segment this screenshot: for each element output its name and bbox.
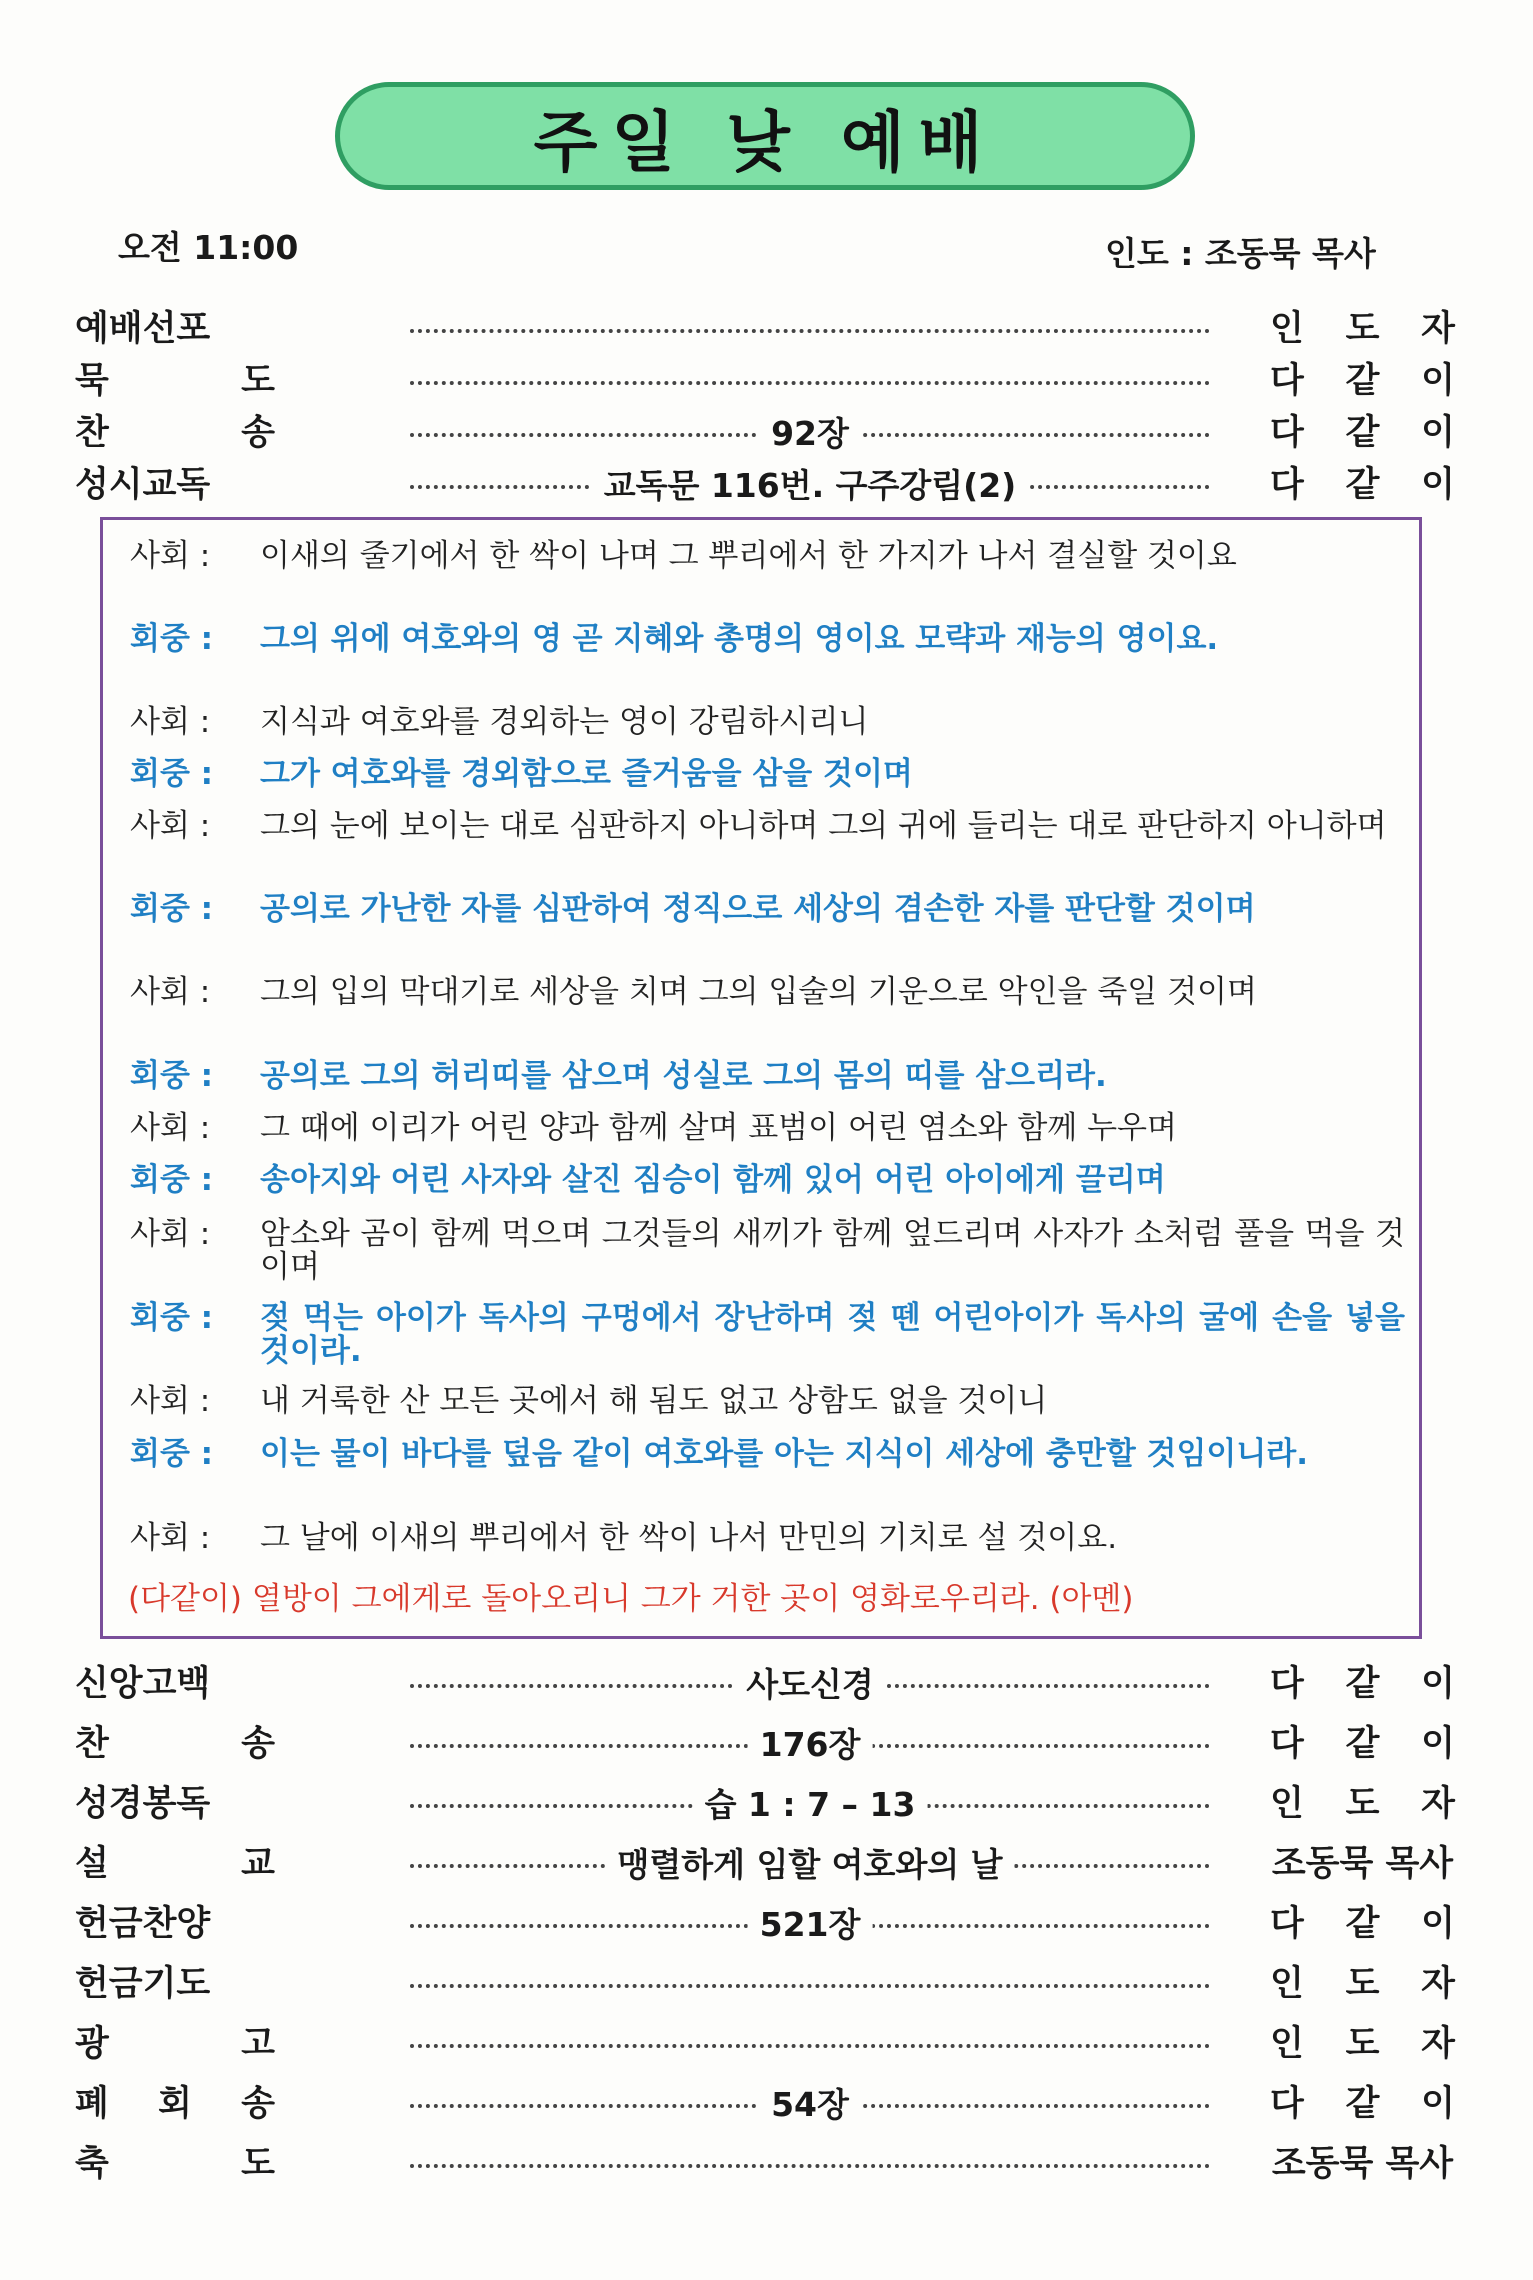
order-label: 폐 회 송: [75, 2084, 275, 2124]
reading-text: 그의 눈에 보이는 대로 심판하지 아니하며 그의 귀에 들리는 대로 판단하지 아니하며: [260, 808, 1387, 844]
reading-line: [130, 1218, 1405, 1284]
reading-text: 그 때에 이리가 어린 양과 함께 살며 표범이 어린 염소와 함께 누우며: [260, 1110, 1177, 1146]
order-who: 인 도 자: [1270, 2024, 1455, 2064]
order-content: 맹렬하게 임할 여호와의 날: [605, 1839, 1014, 1886]
amen-line: (다같이) 열방이 그에게로 돌아오리니 그가 거한 곳이 영화로우리라. (아멘): [128, 1581, 1134, 1617]
reading-speaker: 사회 :: [130, 1110, 211, 1146]
reading-line: [130, 1522, 1405, 1555]
reading-speaker: 회중 :: [130, 756, 214, 792]
reading-speaker: 사회 :: [130, 1520, 211, 1556]
reading-text: 내 거룩한 산 모든 곳에서 해 됨도 없고 상함도 없을 것이니: [260, 1383, 1048, 1419]
reading-text: 젖 먹는 아이가 독사의 구멍에서 장난하며 젖 뗀 어린아이가 독사의 굴에 손을 넣을 것이라.: [260, 1300, 1405, 1369]
dot-leader: [410, 381, 1210, 385]
reading-speaker: 사회 :: [130, 538, 211, 574]
reading-text: 이새의 줄기에서 한 싹이 나며 그 뿌리에서 한 가지가 나서 결실할 것이요: [260, 538, 1237, 574]
order-who: 다 같 이: [1270, 413, 1455, 453]
dot-leader: [410, 2164, 1210, 2168]
order-row: [75, 2015, 1455, 2067]
reading-speaker: 사회 :: [130, 974, 211, 1010]
reading-line: [130, 540, 1405, 573]
reading-speaker: 사회 :: [130, 1383, 211, 1419]
order-row: [75, 1715, 1455, 1767]
order-label: 예배선포: [75, 309, 211, 349]
order-row: [75, 1895, 1455, 1947]
reading-text: 공의로 그의 허리띠를 삼으며 성실로 그의 몸의 띠를 삼으리라.: [260, 1058, 1107, 1094]
order-row: [75, 1835, 1455, 1887]
order-row: [75, 1655, 1455, 1707]
order-who: 인 도 자: [1270, 309, 1455, 349]
order-content: 176장: [748, 1719, 873, 1766]
order-who: 다 같 이: [1270, 1904, 1455, 1944]
order-label: 묵 도: [75, 361, 275, 401]
order-who: 인 도 자: [1270, 1784, 1455, 1824]
order-label: 광 고: [75, 2024, 275, 2064]
order-row: [75, 456, 1455, 508]
reading-line: [130, 1385, 1405, 1418]
order-row: [75, 1955, 1455, 2007]
order-who: 다 같 이: [1270, 465, 1455, 505]
reading-text: 공의로 가난한 자를 심판하여 정직으로 세상의 겸손한 자를 판단할 것이며: [260, 891, 1256, 927]
order-content: 54장: [759, 2079, 861, 2126]
order-row: [75, 1775, 1455, 1827]
dot-leader: [410, 1984, 1210, 1988]
order-label: 성경봉독: [75, 1784, 211, 1824]
reading-speaker: 회중 :: [130, 1058, 214, 1094]
order-who: 조동묵 목사: [1271, 1844, 1454, 1884]
dot-leader: [410, 2044, 1210, 2048]
order-who: 조동묵 목사: [1271, 2144, 1454, 2184]
title-banner: [335, 82, 1195, 190]
order-label: 헌금찬양: [75, 1904, 211, 1944]
order-row: [75, 352, 1455, 404]
reading-speaker: 회중 :: [130, 1162, 214, 1198]
reading-line: [130, 758, 1405, 791]
order-label: 축 도: [75, 2144, 275, 2184]
order-label: 헌금기도: [75, 1964, 211, 2004]
reading-speaker: 사회 :: [130, 1216, 211, 1252]
order-who: 다 같 이: [1270, 1724, 1455, 1764]
reading-speaker: 사회 :: [130, 808, 211, 844]
reading-text: 그의 위에 여호와의 영 곧 지혜와 총명의 영이요 모략과 재능의 영이요.: [260, 621, 1219, 657]
reading-text: 이는 물이 바다를 덮음 같이 여호와를 아는 지식이 세상에 충만할 것임이니라.: [260, 1436, 1309, 1472]
reading-line: [130, 706, 1405, 739]
reading-line: [130, 1112, 1405, 1145]
order-row: [75, 404, 1455, 456]
reading-speaker: 사회 :: [130, 704, 211, 740]
reading-line: [130, 1060, 1405, 1093]
order-label: 찬 송: [75, 1724, 275, 1764]
order-label: 성시교독: [75, 465, 211, 505]
reading-line: [130, 623, 1405, 656]
reading-speaker: 회중 :: [130, 1300, 214, 1336]
reading-line: [130, 1164, 1405, 1197]
order-content: 교독문 116번. 구주강림(2): [592, 460, 1029, 507]
order-content: 521장: [748, 1899, 873, 1946]
order-content: 사도신경: [734, 1659, 886, 1706]
page-title: 주일 낮 예배: [533, 103, 997, 181]
reading-text: 암소와 곰이 함께 먹으며 그것들의 새끼가 함께 엎드리며 사자가 소처럼 풀을 먹을 것이며: [260, 1216, 1405, 1285]
reading-text: 지식과 여호와를 경외하는 영이 강림하시리니: [260, 704, 869, 740]
order-label: 찬 송: [75, 413, 275, 453]
reading-text: 그의 입의 막대기로 세상을 치며 그의 입술의 기운으로 악인을 죽일 것이며: [260, 974, 1257, 1010]
reading-text: 그 날에 이새의 뿌리에서 한 싹이 나서 만민의 기치로 설 것이요.: [260, 1520, 1118, 1556]
order-content: 습 1 : 7 – 13: [693, 1779, 928, 1826]
reading-speaker: 회중 :: [130, 621, 214, 657]
order-row: [75, 2135, 1455, 2187]
order-who: 다 같 이: [1270, 2084, 1455, 2124]
order-who: 다 같 이: [1270, 361, 1455, 401]
order-label: 신앙고백: [75, 1664, 211, 1704]
reading-line: [130, 810, 1405, 843]
service-time: 오전 11:00: [118, 228, 299, 267]
reading-line: [130, 976, 1405, 1009]
order-row: [75, 2075, 1455, 2127]
reading-line: [130, 1302, 1405, 1368]
order-who: 인 도 자: [1270, 1964, 1455, 2004]
dot-leader: [410, 329, 1210, 333]
reading-text: 송아지와 어린 사자와 살진 짐승이 함께 있어 어린 아이에게 끌리며: [260, 1162, 1166, 1198]
order-row: [75, 300, 1455, 352]
service-leader: 인도 : 조동묵 목사: [1105, 234, 1376, 273]
order-content: 92장: [759, 408, 861, 455]
reading-speaker: 회중 :: [130, 1436, 214, 1472]
reading-line: [130, 893, 1405, 926]
order-label: 설 교: [75, 1844, 275, 1884]
reading-line: [130, 1438, 1405, 1471]
reading-speaker: 회중 :: [130, 891, 214, 927]
reading-text: 그가 여호와를 경외함으로 즐거움을 삼을 것이며: [260, 756, 913, 792]
order-who: 다 같 이: [1270, 1664, 1455, 1704]
